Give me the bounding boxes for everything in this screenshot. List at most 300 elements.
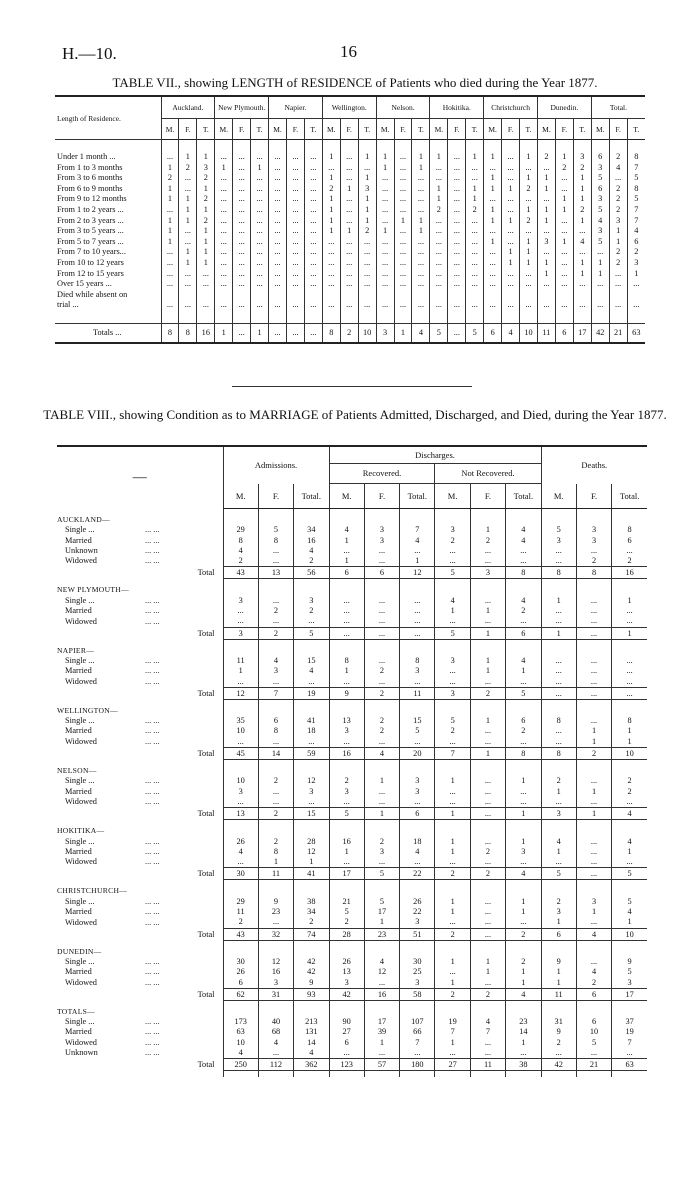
totals-label: Totals ... [55, 323, 161, 343]
cell-value: ... [591, 279, 609, 290]
cell-value [251, 290, 269, 301]
cell-value [161, 290, 179, 301]
row-label: Single ... [65, 525, 95, 535]
spacer-row [55, 140, 645, 153]
section-row [57, 1007, 647, 1017]
cell-value: ... [161, 279, 179, 290]
cell-value: 22 [400, 907, 435, 917]
cell-value: ... [541, 1048, 576, 1059]
cell-value: 26 [223, 837, 258, 847]
row-label: Widowed [65, 917, 97, 927]
table8-caption: TABLE VIII., showing Condition as to MARRIAGE of Patients Admitted, Discharged, and Died, during the Year 1877. [43, 407, 667, 422]
cell-value: 1 [161, 216, 179, 227]
cell-value: 3 [364, 847, 399, 857]
cell-value: ... [215, 237, 233, 248]
empty-cell [576, 706, 611, 716]
cell-value: ... [161, 269, 179, 280]
empty-cell [541, 947, 576, 957]
total-value: ... [470, 928, 505, 940]
cell-value: ... [484, 226, 502, 237]
cell-value: 2 [197, 194, 215, 205]
cell-value: 2 [294, 556, 329, 567]
cell-value: ... [364, 546, 399, 556]
spacer-cell [627, 311, 645, 324]
sub-header: M. [223, 484, 258, 509]
cell-value: ... [435, 666, 470, 676]
cell-value: 9 [258, 897, 293, 907]
cell-value: ... [286, 152, 304, 163]
cell-value: ... [448, 194, 466, 205]
cell-value: ... [573, 300, 591, 311]
cell-value: ... [179, 237, 197, 248]
cell-value: 4 [506, 656, 541, 666]
cell-value: ... [364, 606, 399, 616]
cell-value: ... [435, 677, 470, 688]
total-value: ... [233, 323, 251, 343]
total-value: 180 [400, 1059, 435, 1071]
cell-value: 1 [555, 194, 573, 205]
cell-value: ... [329, 797, 364, 808]
cell-value: ... [537, 226, 555, 237]
cell-value: ... [233, 300, 251, 311]
total-value: 8 [541, 748, 576, 760]
cell-value: 14 [506, 1027, 541, 1037]
cell-value: 1 [197, 152, 215, 163]
empty-cell [364, 826, 399, 836]
table-row [55, 152, 645, 163]
cell-value: ... [251, 269, 269, 280]
total-value: 45 [223, 748, 258, 760]
total-value: 5 [612, 868, 647, 880]
row-label: Single ... [65, 716, 95, 726]
cell-value: ... [215, 226, 233, 237]
cell-value: 1 [506, 967, 541, 977]
section-row [57, 515, 647, 525]
cell-value: 1 [506, 897, 541, 907]
total-value: 12 [400, 567, 435, 579]
total-label: Total [197, 1060, 215, 1070]
cell-value: 1 [430, 194, 448, 205]
cell-value [215, 290, 233, 301]
section-total-row [57, 748, 647, 760]
cell-value: ... [520, 269, 538, 280]
row-label: Unknown [65, 1048, 98, 1058]
cell-value: 2 [541, 897, 576, 907]
cell-value: 5 [541, 525, 576, 535]
cell-value: 4 [506, 536, 541, 546]
cell-value: 16 [294, 536, 329, 546]
cell-value: 3 [541, 536, 576, 546]
cell-value: 3 [435, 656, 470, 666]
cell-value: ... [258, 797, 293, 808]
cell-value: ... [612, 616, 647, 627]
cell-value: 2 [612, 787, 647, 797]
table-row [57, 1048, 647, 1059]
spacer-cell [448, 311, 466, 324]
cell-value: 40 [258, 1017, 293, 1027]
total-value: 1 [506, 808, 541, 820]
cell-value: 5 [627, 173, 645, 184]
empty-cell [294, 706, 329, 716]
place-header: Total. [591, 96, 645, 119]
row-header: Length of Residence. [55, 96, 161, 140]
row-label: Unknown [65, 545, 98, 555]
cell-value: ... [197, 300, 215, 311]
cell-value: ... [340, 205, 358, 216]
total-value: 16 [329, 748, 364, 760]
cell-value: 2 [430, 205, 448, 216]
sub-header: Total. [400, 484, 435, 509]
total-value: 2 [364, 687, 399, 699]
table-row [57, 606, 647, 616]
cell-value: 1 [537, 216, 555, 227]
cell-value: ... [609, 300, 627, 311]
spacer-cell [466, 311, 484, 324]
cell-value: 1 [435, 606, 470, 616]
total-value: 16 [197, 323, 215, 343]
cell-value: 1 [506, 837, 541, 847]
place-header: Christchurch [484, 96, 538, 119]
sub-header: F. [502, 119, 520, 140]
row-label: From 1 to 2 years ... [57, 204, 124, 214]
cell-value: 3 [364, 536, 399, 546]
sub-header: F. [340, 119, 358, 140]
cell-value: ... [258, 1048, 293, 1059]
table-separator [232, 386, 472, 387]
total-value: 1 [470, 627, 505, 639]
cell-value: ... [470, 776, 505, 786]
total-value: 10 [358, 323, 376, 343]
cell-value: 5 [329, 907, 364, 917]
cell-value: 5 [576, 1038, 611, 1048]
total-value: 16 [612, 567, 647, 579]
cell-value: 1 [537, 205, 555, 216]
cell-value: ... [258, 917, 293, 928]
cell-value: ... [394, 205, 412, 216]
row-label: Under 1 month ... [57, 152, 116, 161]
section-name: HOKITIKA— [57, 826, 105, 836]
cell-value: 6 [576, 1017, 611, 1027]
total-value: 42 [329, 988, 364, 1000]
cell-value: ... [576, 596, 611, 606]
cell-value: ... [251, 258, 269, 269]
cell-value: ... [251, 152, 269, 163]
cell-value: ... [286, 258, 304, 269]
cell-value [484, 290, 502, 301]
leader-dots: ... ... [145, 595, 160, 605]
empty-cell [506, 947, 541, 957]
cell-value: ... [233, 173, 251, 184]
page-reference: H.—10. [62, 44, 117, 63]
cell-value [179, 290, 197, 301]
cell-value: 1 [400, 556, 435, 567]
cell-value: 4 [541, 837, 576, 847]
cell-value: ... [364, 677, 399, 688]
cell-value: 10 [223, 726, 258, 736]
cell-value: 2 [161, 173, 179, 184]
empty-cell [329, 585, 364, 595]
total-value: 11 [541, 988, 576, 1000]
cell-value: 1 [502, 216, 520, 227]
cell-value: ... [537, 163, 555, 174]
cell-value: 3 [576, 525, 611, 535]
sub-header: M. [215, 119, 233, 140]
cell-value: 2 [609, 247, 627, 258]
cell-value: 3 [591, 163, 609, 174]
cell-value: 1 [537, 184, 555, 195]
row-label: Single ... [65, 956, 95, 966]
cell-value [555, 290, 573, 301]
cell-value: ... [506, 787, 541, 797]
cell-value: ... [470, 1048, 505, 1059]
total-value: 4 [364, 748, 399, 760]
cell-value: ... [161, 300, 179, 311]
spacer-cell [179, 311, 197, 324]
sub-header: F. [364, 484, 399, 509]
empty-cell [223, 515, 258, 525]
row-label: Died while absent on [57, 289, 128, 299]
cell-value [573, 290, 591, 301]
cell-value: ... [612, 546, 647, 556]
total-value: 42 [541, 1059, 576, 1071]
cell-value: ... [161, 247, 179, 258]
total-value: 4 [612, 808, 647, 820]
cell-value: ... [412, 237, 430, 248]
cell-value: ... [394, 152, 412, 163]
spacer-cell [233, 311, 251, 324]
empty-cell [576, 1007, 611, 1017]
cell-value: 7 [400, 525, 435, 535]
cell-value: ... [376, 194, 394, 205]
cell-value: 3 [329, 726, 364, 736]
total-value: 10 [612, 748, 647, 760]
spacer-cell [609, 311, 627, 324]
cell-value: ... [506, 556, 541, 567]
cell-value: 1 [394, 216, 412, 227]
empty-cell [506, 585, 541, 595]
spacer-cell [555, 140, 573, 153]
total-value: 17 [573, 323, 591, 343]
cell-value: 1 [294, 857, 329, 868]
row-label: Widowed [65, 616, 97, 626]
cell-value: 31 [541, 1017, 576, 1027]
cell-value: ... [364, 556, 399, 567]
table7-grid [55, 95, 645, 344]
total-value: 250 [223, 1059, 258, 1071]
total-value: 31 [258, 988, 293, 1000]
cell-value: ... [179, 300, 197, 311]
table-row [57, 917, 647, 928]
cell-value: 3 [294, 596, 329, 606]
cell-value: 12 [294, 776, 329, 786]
sub-header: M. [484, 119, 502, 140]
cell-value: ... [484, 258, 502, 269]
cell-value: 2 [364, 837, 399, 847]
row-label: Single ... [65, 896, 95, 906]
empty-cell [612, 826, 647, 836]
table-row [57, 556, 647, 567]
empty-cell [400, 766, 435, 776]
total-label: Total [197, 628, 215, 638]
total-value: 62 [223, 988, 258, 1000]
cell-value: ... [435, 556, 470, 567]
table-row [55, 163, 645, 174]
cell-value: ... [506, 797, 541, 808]
leader-dots: ... ... [145, 896, 160, 906]
cell-value: 23 [258, 907, 293, 917]
total-value: 4 [502, 323, 520, 343]
table-row [57, 656, 647, 666]
cell-value: ... [340, 194, 358, 205]
cell-value: ... [329, 677, 364, 688]
spacer-cell [304, 140, 322, 153]
total-value: ... [470, 808, 505, 820]
cell-value: 8 [258, 847, 293, 857]
cell-value: 1 [573, 194, 591, 205]
section-name: TOTALS— [57, 1006, 96, 1016]
cell-value: 6 [223, 978, 258, 989]
cell-value: ... [576, 917, 611, 928]
cell-value: ... [269, 237, 287, 248]
empty-cell [506, 646, 541, 656]
cell-value: ... [576, 1048, 611, 1059]
cell-value: ... [251, 279, 269, 290]
empty-cell [294, 646, 329, 656]
cell-value: 1 [470, 666, 505, 676]
total-value: 7 [435, 748, 470, 760]
total-value: 112 [258, 1059, 293, 1071]
cell-value: ... [329, 616, 364, 627]
spacer-cell [394, 140, 412, 153]
cell-value: ... [179, 173, 197, 184]
cell-value: 1 [161, 237, 179, 248]
gap-cell [612, 1071, 647, 1078]
empty-cell [294, 585, 329, 595]
sub-header: M. [322, 119, 340, 140]
place-header: Auckland. [161, 96, 215, 119]
sub-header: T. [358, 119, 376, 140]
spacer-cell [179, 140, 197, 153]
total-value: 22 [400, 868, 435, 880]
table-row [55, 216, 645, 227]
cell-value: ... [541, 616, 576, 627]
cell-value: ... [484, 269, 502, 280]
cell-value: ... [258, 616, 293, 627]
spacer-cell [627, 140, 645, 153]
cell-value: ... [466, 279, 484, 290]
cell-value: ... [340, 300, 358, 311]
cell-value: ... [161, 205, 179, 216]
spacer-cell [394, 311, 412, 324]
sub-header: F. [609, 119, 627, 140]
total-value: ... [576, 868, 611, 880]
leader-dots: ... ... [145, 797, 160, 807]
cell-value: ... [340, 258, 358, 269]
table-row [55, 258, 645, 269]
cell-value: ... [322, 279, 340, 290]
empty-cell [506, 515, 541, 525]
cell-value: ... [470, 787, 505, 797]
totals-row [55, 323, 645, 343]
cell-value: ... [520, 163, 538, 174]
cell-value: 2 [520, 184, 538, 195]
empty-cell [329, 646, 364, 656]
cell-value: 1 [179, 205, 197, 216]
cell-value: 1 [215, 163, 233, 174]
cell-value: 1 [573, 173, 591, 184]
cell-value: ... [269, 205, 287, 216]
table-row [57, 776, 647, 786]
place-header: Wellington. [322, 96, 376, 119]
cell-value: 1 [502, 247, 520, 258]
cell-value: ... [304, 163, 322, 174]
cell-value: 7 [400, 1038, 435, 1048]
cell-value: ... [294, 797, 329, 808]
total-value: ... [576, 687, 611, 699]
cell-value: 6 [591, 184, 609, 195]
cell-value: ... [573, 279, 591, 290]
cell-value: ... [322, 300, 340, 311]
empty-cell [435, 706, 470, 716]
cell-value: ... [304, 173, 322, 184]
cell-value: 35 [223, 716, 258, 726]
cell-value: ... [609, 279, 627, 290]
cell-value: 2 [470, 536, 505, 546]
cell-value: 19 [612, 1027, 647, 1037]
cell-value: ... [340, 279, 358, 290]
leader-dots: ... ... [145, 1037, 160, 1047]
cell-value: 1 [322, 205, 340, 216]
cell-value: 2 [520, 216, 538, 227]
leader-dots: ... ... [145, 956, 160, 966]
cell-value: ... [258, 596, 293, 606]
cell-value: ... [400, 797, 435, 808]
total-label: Total [197, 568, 215, 578]
cell-value: 1 [430, 152, 448, 163]
cell-value: 1 [541, 787, 576, 797]
cell-value: ... [541, 556, 576, 567]
empty-cell [541, 706, 576, 716]
empty-cell [576, 886, 611, 896]
cell-value: ... [520, 300, 538, 311]
cell-value: 8 [258, 536, 293, 546]
cell-value: 1 [470, 525, 505, 535]
cell-value: 2 [294, 917, 329, 928]
cell-value: 1 [364, 1038, 399, 1048]
total-value: 17 [329, 868, 364, 880]
table-row [55, 194, 645, 205]
cell-value: 1 [470, 967, 505, 977]
cell-value: ... [627, 300, 645, 311]
cell-value: 4 [609, 163, 627, 174]
cell-value: 29 [223, 897, 258, 907]
cell-value: 2 [541, 776, 576, 786]
cell-value: ... [448, 152, 466, 163]
section-name: NELSON— [57, 766, 97, 776]
cell-value: ... [394, 279, 412, 290]
sub-header: T. [520, 119, 538, 140]
cell-value: ... [286, 184, 304, 195]
cell-value: ... [286, 279, 304, 290]
table-row [55, 237, 645, 248]
cell-value: 12 [294, 847, 329, 857]
spacer-cell [358, 311, 376, 324]
empty-cell [400, 515, 435, 525]
cell-value: 3 [400, 917, 435, 928]
spacer-cell [412, 311, 430, 324]
table-row [57, 1038, 647, 1048]
section-total-row [57, 627, 647, 639]
